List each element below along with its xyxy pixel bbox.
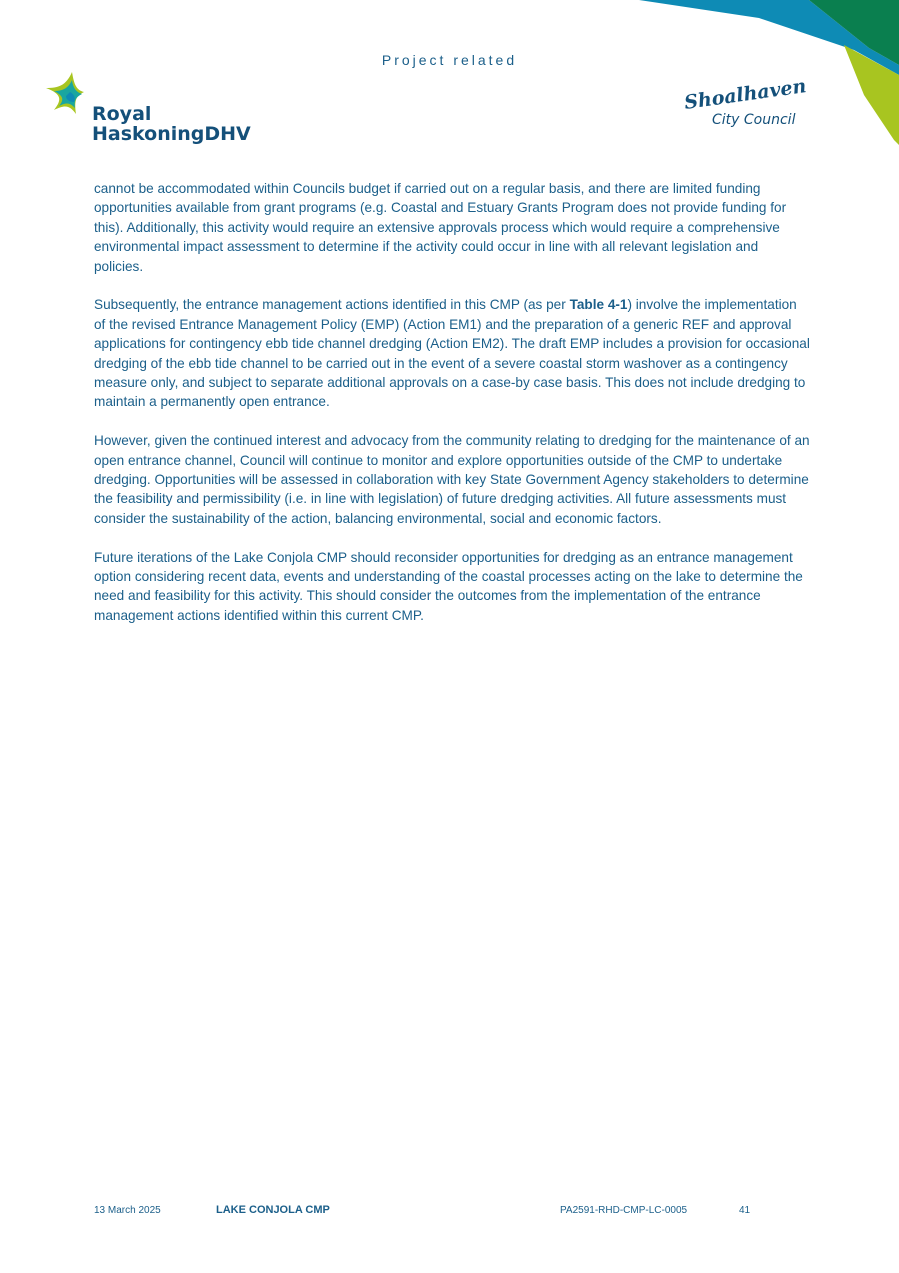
paragraph-2-part-1: Subsequently, the entrance management actions identified in this CMP (as per	[94, 297, 570, 313]
footer-page-number: 41	[739, 1205, 751, 1216]
rhdhv-wordmark-line2: HaskoningDHV	[92, 123, 251, 145]
page-footer	[0, 1205, 899, 1221]
paragraph-3: However, given the continued interest and advocacy from the community relating to dredging for the maintenance of an open entrance channel, Council will continue to monitor and explore opportunities outside of the CMP to undertake dredging. Opportunities will be assessed in collaboration with key State Government Agency stakeholders to determine the feasibility and permissibility (i.e. in line with legislation) of future dredging activities. All future assessments must consider the sustainability of the action, balancing environmental, social and economic factors.	[94, 433, 810, 526]
body-text	[94, 179, 810, 645]
city-council-wordmark: City Council	[712, 112, 796, 128]
paragraph-2-part-2: ) involve the implementation of the revised Entrance Management Policy (EMP) (Action EM1) and the preparation of a generic REF and approval applications for contingency ebb tide channel dredging (Action EM2). The draft EMP includes a provision for occasional dredging of the ebb tide channel to be carried out in the event of a severe coastal storm washover as a contingency measure only, and subject to separate additional approvals on a case-by case basis. This does not include dredging to maintain a permanently open entrance.	[94, 297, 810, 410]
rhdhv-wordmark	[92, 104, 251, 144]
rhdhv-wordmark-line1: Royal	[92, 103, 152, 125]
paragraph-1: cannot be accommodated within Councils budget if carried out on a regular basis, and there are limited funding opportunities available from grant programs (e.g. Coastal and Estuary Grants Program does not provide funding for this). Additionally, this activity would require an extensive approvals process which would require a comprehensive environmental impact assessment to determine if the activity could occur in line with all relevant legislation and policies.	[94, 181, 787, 274]
paragraph-2	[94, 295, 810, 411]
footer-document-id: PA2591-RHD-CMP-LC-0005	[560, 1205, 688, 1216]
classification-label: Project related	[381, 52, 518, 68]
footer-date: 13 March 2025	[94, 1205, 161, 1216]
paragraph-4: Future iterations of the Lake Conjola CMP should reconsider opportunities for dredging as an entrance management option considering recent data, events and understanding of the coastal processes acting on the lake to determine the need and feasibility for this activity. This should consider the outcomes from the implementation of the entrance management actions identified within this current CMP.	[94, 549, 803, 623]
rhdhv-logo	[40, 70, 260, 150]
shoalhaven-logo	[682, 75, 826, 136]
footer-document-title: LAKE CONJOLA CMP	[216, 1204, 330, 1216]
shoalhaven-wordmark: Shoalhaven	[682, 75, 808, 114]
table-reference-link[interactable]: Table 4-1	[569, 297, 628, 313]
